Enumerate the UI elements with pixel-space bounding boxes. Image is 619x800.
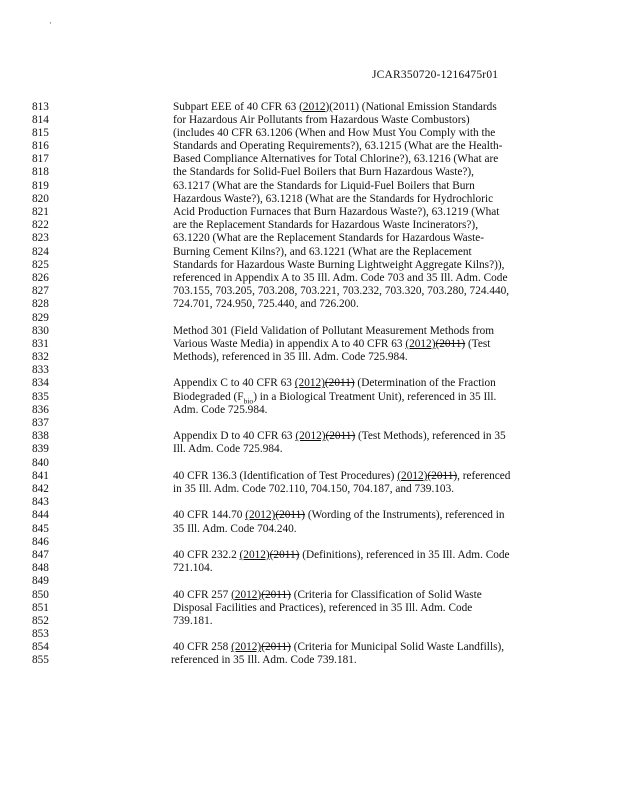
subscript-text: bio: [243, 395, 254, 405]
line-text: [173, 166, 474, 179]
document-line: [0, 114, 619, 127]
line-number: 834: [32, 377, 49, 390]
line-number: 820: [32, 192, 49, 205]
document-line: [0, 364, 619, 377]
line-number: 849: [32, 575, 49, 588]
inserted-text: (2012): [405, 337, 436, 350]
line-number: 819: [32, 179, 49, 192]
document-line: [0, 391, 619, 404]
text-segment: in 35 Ill. Adm. Code 702.110, 704.150, 704.187, and 739.103.: [173, 483, 455, 495]
line-number: 817: [32, 153, 49, 166]
deleted-text: (2011): [261, 588, 291, 601]
text-segment: 63.1217 (What are the Standards for Liquid-Fuel Boilers that Burn: [173, 179, 475, 192]
inserted-text: (2012): [295, 430, 326, 443]
line-number: 825: [32, 258, 49, 271]
text-segment: Method 301 (Field Validation of Pollutant Measurement Methods from: [173, 324, 495, 337]
text-segment: Based Compliance Alternatives for Total Chlorine?), 63.1216 (What are: [173, 153, 499, 166]
document-line: [0, 496, 619, 509]
line-text: [173, 602, 472, 615]
line-number: 814: [32, 113, 49, 126]
text-segment: (2011) (National Emission Standards: [329, 100, 497, 113]
document-line: [0, 417, 619, 430]
line-text: [173, 443, 283, 456]
document-line: [0, 602, 619, 615]
text-segment: (Test: [465, 337, 491, 350]
document-line: [0, 470, 619, 483]
text-segment: Standards and Operating Requirements?), 63.1215 (What are the Health-: [173, 140, 503, 153]
text-segment: Various Waste Media) in appendix A to 40 CFR 63: [173, 337, 406, 350]
line-number: 842: [32, 483, 49, 495]
text-segment: are the Replacement Standards for Hazardous Waste Incinerators?),: [173, 219, 479, 232]
text-segment: 40 CFR 144.70: [173, 509, 246, 522]
text-segment: (Wording of the Instruments), referenced in: [305, 509, 505, 522]
line-number: 824: [32, 245, 49, 258]
line-number: 838: [32, 430, 49, 443]
line-text: [173, 338, 490, 351]
document-line: [0, 140, 619, 153]
line-text: [173, 153, 498, 166]
document-line: [0, 549, 619, 562]
line-number: 843: [32, 496, 49, 509]
document-line: [0, 589, 619, 602]
line-text: [173, 193, 493, 206]
line-number: 821: [32, 206, 49, 219]
document-line: [0, 377, 619, 390]
deleted-text: (2011): [275, 509, 306, 522]
deleted-text: (2011): [324, 377, 355, 390]
text-segment: 63.1220 (What are the Replacement Standards for Hazardous Waste-: [173, 232, 485, 245]
line-text: [173, 259, 504, 272]
text-segment: Acid Production Furnaces that Burn Hazardous Waste?), 63.1219 (What: [173, 206, 500, 219]
line-number: 840: [32, 456, 49, 469]
text-segment: (Criteria for Classification of Solid Waste: [290, 588, 482, 601]
text-segment: Subpart EEE of 40 CFR 63: [173, 100, 300, 113]
document-line: [0, 509, 619, 522]
line-number: 835: [32, 390, 49, 403]
line-text: [173, 272, 507, 285]
line-text: [173, 101, 497, 114]
text-segment: (Determination of the Fraction: [354, 377, 496, 390]
inserted-text: (2012): [231, 588, 262, 601]
text-segment: referenced in Appendix A to 35 Ill. Adm. Code 703 and 35 Ill. Adm. Code: [173, 271, 508, 284]
line-text: [173, 562, 213, 575]
line-text: [173, 298, 359, 311]
line-number: 822: [32, 219, 49, 232]
document-line: [0, 272, 619, 285]
line-number: 839: [32, 443, 49, 456]
text-segment: 721.104.: [173, 562, 213, 575]
document-line: [0, 312, 619, 325]
line-text: [173, 140, 502, 153]
line-text: [173, 589, 482, 602]
document-line: [0, 259, 619, 272]
line-text: [173, 523, 297, 536]
text-segment: (Test Methods), referenced in 35: [355, 430, 506, 443]
line-text: [173, 549, 510, 562]
document-line: [0, 232, 619, 245]
line-number: 831: [32, 337, 49, 350]
line-number: 836: [32, 403, 49, 416]
document-line: [0, 166, 619, 179]
line-number: 847: [32, 548, 49, 561]
deleted-text: (2011): [269, 548, 300, 561]
document-line: [0, 523, 619, 536]
text-segment: Appendix D to 40 CFR 63: [173, 430, 296, 443]
document-line: [0, 338, 619, 351]
text-segment: Burning Cement Kilns?), and 63.1221 (What are the Replacement: [173, 245, 472, 258]
deleted-text: (2011): [435, 337, 466, 350]
document-line: [0, 562, 619, 575]
document-line: [0, 404, 619, 417]
document-line: [0, 206, 619, 219]
line-number: 855: [32, 654, 49, 667]
line-text: [173, 114, 470, 127]
line-number: 854: [32, 641, 49, 654]
text-segment: 40 CFR 257: [173, 588, 232, 601]
text-segment: Standards for Hazardous Waste Burning Lightweight Aggregate Kilns?)),: [173, 258, 505, 271]
document-line: [0, 180, 619, 193]
text-segment: , referenced: [457, 469, 511, 482]
line-number: 841: [32, 469, 49, 482]
inserted-text: (2012): [231, 641, 262, 654]
document-line: [0, 153, 619, 166]
text-segment: Adm. Code 725.984.: [173, 403, 268, 416]
document-line: [0, 325, 619, 338]
document-line: [0, 536, 619, 549]
text-segment: the Standards for Solid-Fuel Boilers that Burn Hazardous Waste?),: [173, 166, 475, 179]
line-number: 845: [32, 522, 49, 535]
line-number: 851: [32, 601, 49, 614]
text-segment: (Definitions), referenced in 35 Ill. Adm. Code: [299, 548, 510, 561]
document-line: [0, 430, 619, 443]
inserted-text: (2012): [294, 377, 325, 390]
inserted-text: (2012): [299, 100, 330, 113]
line-number: 827: [32, 285, 49, 298]
line-text: [173, 246, 472, 259]
text-segment: 40 CFR 136.3 (Identification of Test Procedures): [173, 469, 398, 482]
line-text: [173, 206, 499, 219]
text-segment: 35 Ill. Adm. Code 704.240.: [173, 522, 297, 535]
line-text: [173, 404, 267, 417]
line-number: 816: [32, 140, 49, 153]
line-text: [173, 127, 495, 140]
line-text: [173, 470, 510, 483]
line-number: 830: [32, 324, 49, 337]
document-line: [0, 641, 619, 654]
line-number: 826: [32, 271, 49, 284]
text-segment: 739.181.: [173, 614, 213, 627]
line-text: [173, 483, 454, 496]
line-text: [173, 180, 475, 193]
corner-mark: ·: [49, 18, 52, 28]
line-number: 828: [32, 298, 49, 311]
text-segment: Ill. Adm. Code 725.984.: [173, 443, 283, 456]
line-text: [173, 430, 506, 443]
inserted-text: (2012): [397, 469, 428, 482]
document-line: [0, 351, 619, 364]
line-text: [173, 219, 478, 232]
text-segment: referenced in 35 Ill. Adm. Code 739.181.: [171, 654, 357, 667]
line-text: [173, 509, 505, 522]
line-text: [173, 391, 496, 404]
text-segment: ) in a Biological Treatment Unit), referenced in 35 Ill.: [253, 390, 497, 403]
text-segment: 724.701, 724.950, 725.440, and 726.200.: [173, 298, 359, 311]
line-text: [173, 232, 484, 245]
document-line: [0, 654, 619, 667]
text-segment: Disposal Facilities and Practices), referenced in 35 Ill. Adm. Code: [173, 601, 473, 614]
line-number: 823: [32, 232, 49, 245]
document-line: [0, 101, 619, 114]
inserted-text: (2012): [239, 548, 270, 561]
text-segment: (Criteria for Municipal Solid Waste Landfills),: [290, 641, 505, 654]
line-text: [173, 615, 213, 628]
document-line: [0, 443, 619, 456]
document-line: [0, 219, 619, 232]
line-number: 818: [32, 166, 49, 179]
text-segment: Methods), referenced in 35 Ill. Adm. Code 725.984.: [173, 351, 408, 364]
line-number: 813: [32, 100, 49, 113]
document-line: [0, 285, 619, 298]
document-header-code: JCAR350720-1216475r01: [372, 69, 499, 81]
line-number: 829: [32, 311, 49, 324]
text-segment: for Hazardous Air Pollutants from Hazardous Waste Combustors): [173, 113, 470, 126]
line-number: 848: [32, 562, 49, 575]
text-segment: Biodegraded (F: [173, 390, 244, 403]
line-number: 833: [32, 364, 49, 377]
text-segment: 40 CFR 232.2: [173, 548, 240, 561]
document-line: [0, 127, 619, 140]
inserted-text: (2012): [245, 509, 276, 522]
line-number: 853: [32, 628, 49, 641]
text-segment: (includes 40 CFR 63.1206 (When and How Must You Comply with the: [173, 126, 496, 139]
document-line: [0, 246, 619, 259]
line-text: [171, 654, 357, 667]
line-text: [173, 641, 504, 654]
text-segment: 40 CFR 258: [173, 641, 232, 654]
line-text: [173, 377, 496, 390]
document-line: [0, 575, 619, 588]
line-number: 850: [32, 588, 49, 601]
deleted-text: (2011): [325, 430, 356, 443]
document-line: [0, 615, 619, 628]
text-segment: 703.155, 703.205, 703.208, 703.221, 703.232, 703.320, 703.280, 724.440,: [173, 285, 510, 298]
text-segment: Appendix C to 40 CFR 63: [173, 377, 295, 390]
line-text: [173, 325, 494, 338]
deleted-text: (2011): [427, 469, 458, 482]
line-text: [173, 351, 408, 364]
document-line: [0, 298, 619, 311]
deleted-text: (2011): [261, 641, 291, 654]
line-number: 846: [32, 535, 49, 548]
line-number: 832: [32, 351, 49, 364]
document-line: [0, 628, 619, 641]
document-line: [0, 483, 619, 496]
document-line: [0, 457, 619, 470]
line-number: 844: [32, 509, 49, 522]
text-segment: Hazardous Waste?), 63.1218 (What are the Standards for Hydrochloric: [173, 192, 494, 205]
line-text: [173, 285, 509, 298]
line-number: 852: [32, 614, 49, 627]
document-line: [0, 193, 619, 206]
line-number: 815: [32, 126, 49, 139]
line-number: 837: [32, 417, 49, 430]
